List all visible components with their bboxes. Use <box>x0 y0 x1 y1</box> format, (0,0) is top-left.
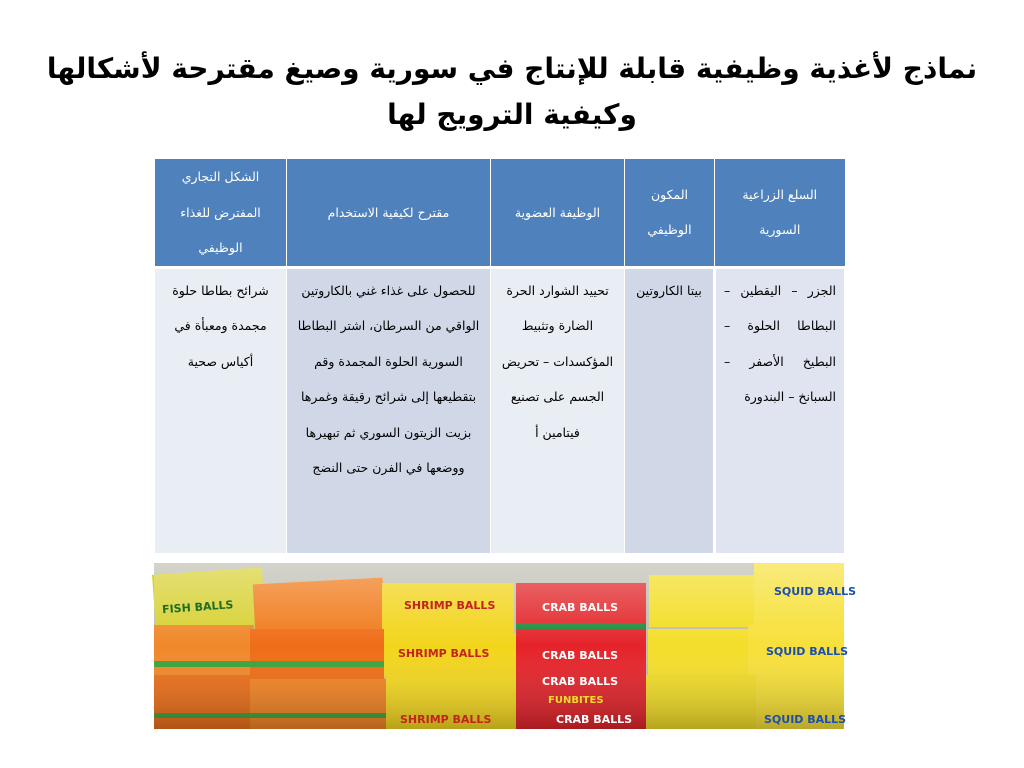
cell-agricultural-goods: الجزر – اليقطين – البطاطا الحلوة – البطيخ الأصفر – السبانخ – البندورة <box>715 267 845 554</box>
package-label: FISH BALLS <box>161 598 234 617</box>
package-label: SHRIMP BALLS <box>398 647 490 660</box>
table-row <box>155 267 845 554</box>
package-label: CRAB BALLS <box>542 601 619 614</box>
slide-title: نماذج لأغذية وظيفية قابلة للإنتاج في سورية وصيغ مقترحة لأشكالها وكيفية الترويج لها <box>46 52 978 131</box>
header-functional-component: المكون الوظيفي <box>625 159 715 268</box>
package-label: SQUID BALLS <box>774 585 857 598</box>
header-agricultural-goods: السلع الزراعية السورية <box>715 159 845 268</box>
header-usage-suggestion: مقترح لكيفية الاستخدام <box>287 159 491 268</box>
package-label: CRAB BALLS <box>542 675 619 688</box>
package-label: CRAB BALLS <box>556 713 633 726</box>
package-label: SQUID BALLS <box>766 645 849 658</box>
package-label: SHRIMP BALLS <box>404 599 496 612</box>
package-label: SQUID BALLS <box>764 713 847 726</box>
table-header-row <box>155 159 845 268</box>
cell-functional-component: بيتا الكاروتين <box>625 267 715 554</box>
cell-usage-suggestion: للحصول على غذاء غني بالكاروتين الواقي من السرطان، اشتر البطاطا السورية الحلوة المجمدة وقم بتقطيعها إلى شرائح رقيقة وغمرها بزيت الزيتون السوري ثم تبهيرها ووضعها في الفرن حتى النضج <box>287 267 491 554</box>
frozen-food-packages-photo <box>154 563 857 729</box>
photo-shading <box>154 563 847 729</box>
cell-organic-function: تحييد الشوارد الحرة الضارة وتثبيط المؤكسدات – تحريض الجسم على تصنيع فيتامين أ <box>491 267 625 554</box>
package-label: SHRIMP BALLS <box>400 713 492 726</box>
header-organic-function: الوظيفة العضوية <box>491 159 625 268</box>
package-label: CRAB BALLS <box>542 649 619 662</box>
cell-commercial-form: شرائح بطاطا حلوة مجمدة ومعبأة في أكياس صحية <box>155 267 287 554</box>
header-commercial-form: الشكل التجاري المفترض للغذاء الوظيفي <box>155 159 287 268</box>
functional-food-table <box>154 158 845 554</box>
packages-illustration <box>154 563 857 729</box>
package-label: FUNBITES <box>548 695 604 706</box>
